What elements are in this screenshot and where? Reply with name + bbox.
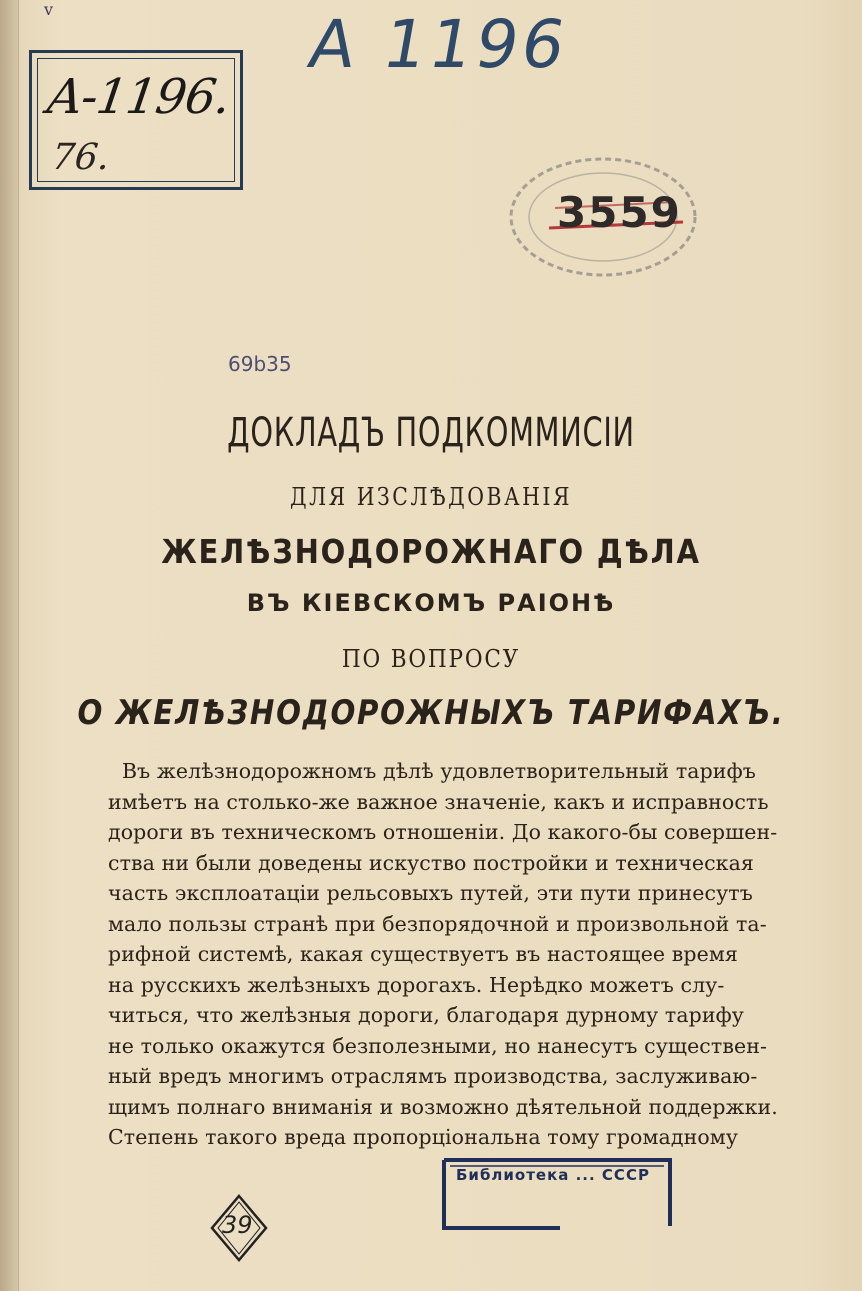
body-line: Въ желѣзнодорожномъ дѣлѣ удовлетворительный тарифъ (122, 759, 756, 783)
binding-edge (0, 0, 19, 1291)
body-line: на русскихъ желѣзныхъ дорогахъ. Нерѣдко можетъ слу- (108, 972, 725, 997)
body-line: читься, что желѣзныя дороги, благодаря дурному тарифу (108, 1003, 744, 1027)
title-subject: ЖЕЛѢЗНОДОРОЖНАГО ДѢЛА (161, 532, 701, 571)
body-line: ства ни были доведены искуство постройки и техническая (108, 850, 754, 875)
title-purpose: ДЛЯ ИЗСЛѢДОВАНІЯ (289, 483, 573, 511)
body-line: часть эксплоатаціи рельсовыхъ путей, эти пути принесутъ (108, 881, 753, 905)
body-line: ный вредъ многимъ отраслямъ производства, заслуживаю- (108, 1064, 758, 1088)
body-line: не только окажутся безполезными, но нанесутъ существен- (108, 1033, 767, 1058)
body-line: щимъ полнаго вниманія и возможно дѣятельной поддержки. (108, 1094, 778, 1119)
page-number: 39 (222, 1211, 253, 1239)
library-stamp (440, 1156, 674, 1236)
pencil-inventory-number: 69b35 (228, 352, 292, 376)
library-stamp-text: Библиотека ... СССР (456, 1166, 650, 1184)
call-number-label (29, 50, 243, 190)
body-line: рифной системѣ, какая существуетъ въ настоящее время (108, 942, 738, 966)
corner-pencil-mark: v (44, 0, 54, 19)
round-library-stamp (505, 152, 701, 282)
title-region: ВЪ КІЕВСКОМЪ РАІОНѢ (246, 589, 616, 617)
title-topic: О ЖЕЛѢЗНОДОРОЖНЫХЪ ТАРИФАХЪ. (77, 693, 785, 733)
title-question-intro: ПО ВОПРОСУ (341, 645, 521, 673)
body-line: дороги въ техническомъ отношеніи. До какого-бы совершен- (108, 820, 778, 844)
body-line: имѣетъ на столько-же важное значеніе, какъ и исправность (108, 789, 769, 814)
round-stamp-number: 3559 (557, 188, 682, 237)
body-paragraph (108, 756, 778, 1153)
body-line: мало пользы странѣ при безпорядочной и произвольной та- (108, 911, 767, 936)
title-report: ДОКЛАДЪ ПОДКОММИСІИ (227, 410, 635, 456)
body-line: Степень такого вреда пропорціональна тому громадному (108, 1125, 738, 1149)
call-sub-number: 76. (49, 137, 112, 178)
call-number: A-1196. (44, 69, 234, 125)
blue-stamp-number: A 1196 (303, 6, 575, 83)
page-number-stamp (208, 1193, 270, 1263)
